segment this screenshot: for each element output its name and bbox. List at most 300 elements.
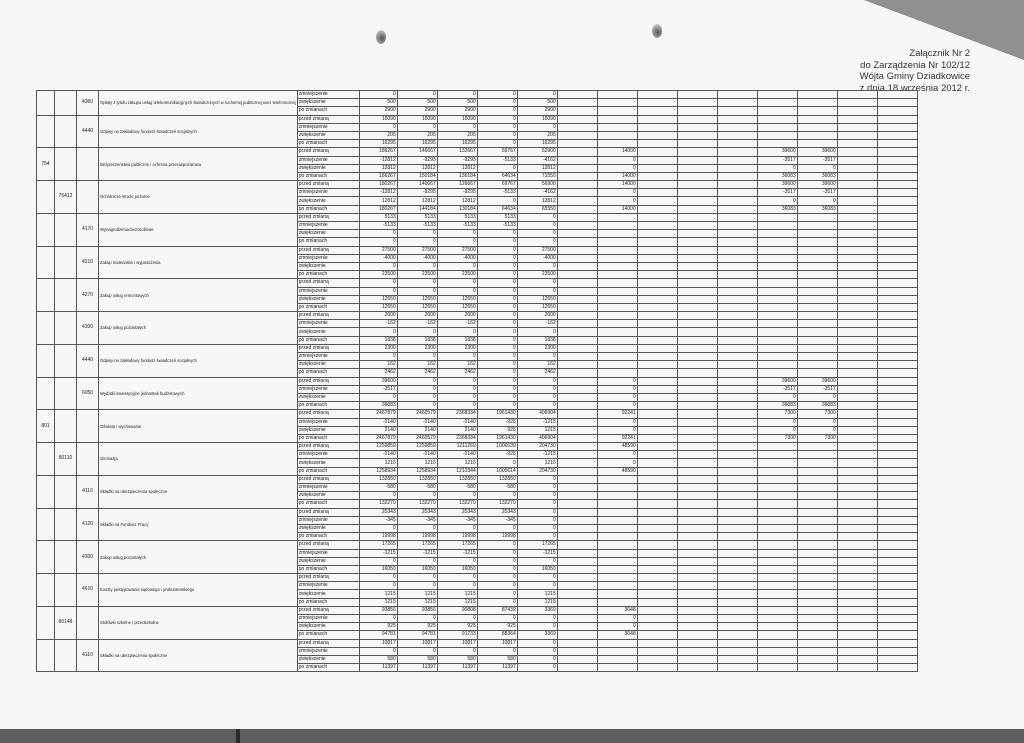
value-cell: -4162	[517, 189, 557, 197]
value-cell	[557, 664, 597, 672]
value-cell: 39600	[757, 377, 797, 385]
value-cell: 500	[437, 99, 477, 107]
value-cell	[717, 402, 757, 410]
value-cell	[637, 303, 677, 311]
value-cell	[877, 524, 917, 532]
value-cell	[557, 123, 597, 131]
value-cell	[637, 377, 677, 385]
value-cell: 0	[437, 279, 477, 287]
value-cell	[837, 377, 877, 385]
value-cell	[597, 557, 637, 565]
value-cell: 0	[437, 230, 477, 238]
row-label: po zmianach	[297, 467, 359, 475]
value-cell	[717, 565, 757, 573]
scanner-edge	[0, 729, 1024, 743]
value-cell	[717, 377, 757, 385]
value-cell	[677, 303, 717, 311]
value-cell: -12812	[359, 189, 397, 197]
row-label: po zmianach	[297, 598, 359, 606]
value-cell: 0	[477, 230, 517, 238]
value-cell	[757, 254, 797, 262]
value-cell: -580	[477, 484, 517, 492]
value-cell: 2000	[517, 312, 557, 320]
value-cell: 12812	[437, 164, 477, 172]
value-cell	[797, 524, 837, 532]
value-cell: 2462	[517, 369, 557, 377]
value-cell	[637, 189, 677, 197]
value-cell	[557, 197, 597, 205]
value-cell	[757, 475, 797, 483]
value-cell	[797, 123, 837, 131]
table-row	[37, 148, 918, 156]
value-cell	[837, 606, 877, 614]
value-cell: -3517	[757, 189, 797, 197]
value-cell	[877, 533, 917, 541]
value-cell	[597, 262, 637, 270]
attachment-header	[840, 48, 970, 94]
value-cell: -580	[437, 484, 477, 492]
value-cell	[597, 590, 637, 598]
row-label: przed zmianą	[297, 148, 359, 156]
value-cell	[677, 533, 717, 541]
value-cell	[757, 91, 797, 99]
value-cell	[877, 500, 917, 508]
value-cell: 1215	[517, 426, 557, 434]
value-cell	[797, 475, 837, 483]
value-cell	[597, 254, 637, 262]
value-cell	[717, 246, 757, 254]
value-cell: -4000	[397, 254, 437, 262]
paragraph-code	[77, 410, 99, 443]
value-cell: 0	[477, 377, 517, 385]
paragraph-code: 4440	[77, 115, 99, 148]
chapter-code: 80148	[55, 606, 77, 639]
value-cell: 0	[477, 99, 517, 107]
value-cell: 0	[397, 647, 437, 655]
value-cell: 2140	[359, 426, 397, 434]
value-cell	[677, 353, 717, 361]
value-cell: -9295	[397, 156, 437, 164]
value-cell	[717, 361, 757, 369]
value-cell: -1215	[517, 451, 557, 459]
paragraph-code: 4120	[77, 508, 99, 541]
value-cell	[837, 418, 877, 426]
value-cell: 0	[517, 647, 557, 655]
chapter-code	[55, 541, 77, 574]
value-cell	[637, 172, 677, 180]
row-label: po zmianach	[297, 238, 359, 246]
value-cell: 0	[477, 197, 517, 205]
value-cell	[877, 492, 917, 500]
row-label: zwiększenie	[297, 623, 359, 631]
value-cell: 0	[477, 246, 517, 254]
value-cell: 925	[477, 623, 517, 631]
value-cell	[717, 295, 757, 303]
value-cell	[677, 492, 717, 500]
chapter-code	[55, 246, 77, 279]
value-cell	[677, 205, 717, 213]
value-cell	[597, 213, 637, 221]
value-cell	[837, 213, 877, 221]
order-number: do Zarządzenia Nr 102/12	[860, 59, 970, 71]
value-cell	[717, 336, 757, 344]
value-cell	[757, 213, 797, 221]
row-label: po zmianach	[297, 565, 359, 573]
value-cell	[637, 615, 677, 623]
value-cell: -4000	[517, 254, 557, 262]
value-cell	[877, 361, 917, 369]
value-cell	[837, 582, 877, 590]
value-cell: 0	[397, 574, 437, 582]
table-row	[37, 213, 918, 221]
value-cell	[637, 107, 677, 115]
value-cell	[757, 639, 797, 647]
value-cell	[717, 426, 757, 434]
value-cell	[757, 623, 797, 631]
value-cell	[717, 582, 757, 590]
value-cell	[677, 197, 717, 205]
row-label: zwiększenie	[297, 131, 359, 139]
value-cell: 65550	[517, 205, 557, 213]
value-cell	[717, 287, 757, 295]
value-cell	[557, 484, 597, 492]
value-cell: -2140	[397, 418, 437, 426]
value-cell	[637, 500, 677, 508]
value-cell: -3517	[797, 189, 837, 197]
value-cell	[637, 328, 677, 336]
value-cell: 0	[397, 287, 437, 295]
value-cell	[637, 590, 677, 598]
value-cell	[717, 181, 757, 189]
value-cell	[597, 516, 637, 524]
value-cell: 0	[477, 295, 517, 303]
value-cell	[597, 303, 637, 311]
value-cell: 2140	[397, 426, 437, 434]
section-code	[37, 639, 55, 672]
row-label: przed zmianą	[297, 181, 359, 189]
value-cell	[597, 271, 637, 279]
chapter-code	[55, 148, 77, 181]
value-cell: 162	[397, 361, 437, 369]
value-cell	[637, 557, 677, 565]
section-code	[37, 213, 55, 246]
value-cell: 16090	[359, 115, 397, 123]
value-cell	[557, 213, 597, 221]
value-cell: 11397	[477, 664, 517, 672]
value-cell	[717, 131, 757, 139]
row-label: przed zmianą	[297, 410, 359, 418]
value-cell	[837, 443, 877, 451]
value-cell: 19998	[397, 533, 437, 541]
value-cell: 71550	[517, 172, 557, 180]
value-cell	[717, 508, 757, 516]
value-cell: 925	[397, 623, 437, 631]
row-label: zwiększenie	[297, 295, 359, 303]
binder-spine	[236, 729, 240, 743]
value-cell	[877, 238, 917, 246]
section-code	[37, 508, 55, 541]
value-cell	[597, 312, 637, 320]
value-cell	[877, 353, 917, 361]
value-cell	[597, 655, 637, 663]
value-cell	[637, 246, 677, 254]
value-cell	[837, 164, 877, 172]
order-date: z dnia 18 września 2012 r.	[859, 82, 970, 94]
value-cell	[797, 451, 837, 459]
value-cell: 16050	[517, 565, 557, 573]
paragraph-code	[77, 181, 99, 214]
value-cell: 0	[517, 402, 557, 410]
row-label: zmniejszenie	[297, 549, 359, 557]
table-row	[37, 344, 918, 352]
value-cell	[597, 549, 637, 557]
value-cell: 0	[517, 377, 557, 385]
value-cell	[717, 279, 757, 287]
value-cell	[557, 320, 597, 328]
value-cell: 87439	[477, 606, 517, 614]
value-cell	[757, 287, 797, 295]
value-cell	[597, 484, 637, 492]
value-cell: 162	[359, 361, 397, 369]
value-cell	[557, 639, 597, 647]
value-cell	[757, 238, 797, 246]
value-cell: 0	[517, 508, 557, 516]
value-cell: 16050	[437, 565, 477, 573]
value-cell	[757, 615, 797, 623]
value-cell: 0	[397, 91, 437, 99]
row-label: przed zmianą	[297, 475, 359, 483]
value-cell	[717, 606, 757, 614]
value-cell: 27500	[397, 246, 437, 254]
value-cell	[837, 353, 877, 361]
value-cell	[677, 516, 717, 524]
value-cell: 36083	[797, 402, 837, 410]
value-cell: 0	[477, 369, 517, 377]
value-cell: -4000	[359, 254, 397, 262]
value-cell	[677, 639, 717, 647]
value-cell	[717, 467, 757, 475]
value-cell: 23500	[437, 271, 477, 279]
value-cell: 132667	[437, 148, 477, 156]
value-cell: 500	[359, 99, 397, 107]
row-label: przed zmianą	[297, 115, 359, 123]
value-cell	[677, 582, 717, 590]
value-cell: 0	[757, 197, 797, 205]
table-row	[37, 181, 918, 189]
value-cell: 0	[477, 647, 517, 655]
value-cell	[797, 459, 837, 467]
value-cell: 0	[597, 402, 637, 410]
section-code	[37, 541, 55, 574]
value-cell: 0	[597, 164, 637, 172]
value-cell: 0	[437, 377, 477, 385]
value-cell	[837, 189, 877, 197]
value-cell	[797, 369, 837, 377]
value-cell	[717, 418, 757, 426]
value-cell: -345	[437, 516, 477, 524]
value-cell	[637, 565, 677, 573]
value-cell: 0	[397, 402, 437, 410]
value-cell	[557, 230, 597, 238]
value-cell	[677, 99, 717, 107]
paragraph-code: 4170	[77, 213, 99, 246]
value-cell	[797, 279, 837, 287]
chapter-code	[55, 475, 77, 508]
value-cell	[557, 303, 597, 311]
value-cell: 64634	[477, 205, 517, 213]
row-label: po zmianach	[297, 172, 359, 180]
value-cell: -9295	[437, 156, 477, 164]
item-name: Wynagrodzenia bezosobowe	[99, 213, 298, 246]
value-cell: 17265	[397, 541, 437, 549]
value-cell: -162	[517, 320, 557, 328]
row-label: zwiększenie	[297, 230, 359, 238]
chapter-code	[55, 312, 77, 345]
value-cell: -5133	[477, 156, 517, 164]
value-cell	[637, 508, 677, 516]
value-cell	[637, 156, 677, 164]
value-cell: 0	[597, 156, 637, 164]
value-cell	[837, 385, 877, 393]
row-label: przed zmianą	[297, 574, 359, 582]
value-cell	[557, 516, 597, 524]
section-code	[37, 181, 55, 214]
value-cell	[757, 451, 797, 459]
value-cell	[877, 418, 917, 426]
value-cell: 20343	[397, 508, 437, 516]
value-cell: 1005614	[477, 467, 517, 475]
value-cell	[717, 524, 757, 532]
value-cell	[557, 312, 597, 320]
chapter-code	[55, 574, 77, 607]
value-cell	[757, 541, 797, 549]
value-cell	[797, 655, 837, 663]
value-cell: 0	[517, 393, 557, 401]
value-cell: -1215	[517, 418, 557, 426]
value-cell	[717, 549, 757, 557]
value-cell	[717, 140, 757, 148]
value-cell	[557, 336, 597, 344]
value-cell: 12812	[359, 197, 397, 205]
value-cell: 0	[477, 91, 517, 99]
value-cell: 0	[597, 459, 637, 467]
value-cell	[677, 655, 717, 663]
value-cell	[797, 533, 837, 541]
value-cell	[637, 312, 677, 320]
value-cell: 1215	[397, 459, 437, 467]
value-cell	[757, 344, 797, 352]
value-cell	[757, 99, 797, 107]
chapter-code	[55, 639, 77, 672]
row-label: zwiększenie	[297, 164, 359, 172]
value-cell	[597, 353, 637, 361]
value-cell	[797, 91, 837, 99]
value-cell: 19998	[437, 533, 477, 541]
value-cell: -2140	[359, 418, 397, 426]
value-cell: 0	[517, 279, 557, 287]
value-cell	[677, 107, 717, 115]
value-cell: 5133	[437, 213, 477, 221]
value-cell	[557, 549, 597, 557]
value-cell	[717, 172, 757, 180]
value-cell	[757, 279, 797, 287]
value-cell	[677, 615, 717, 623]
value-cell	[557, 426, 597, 434]
value-cell	[837, 140, 877, 148]
value-cell	[877, 508, 917, 516]
value-cell: 2000	[359, 312, 397, 320]
row-label: zwiększenie	[297, 459, 359, 467]
value-cell	[557, 565, 597, 573]
value-cell: 93856	[359, 606, 397, 614]
value-cell	[717, 557, 757, 565]
value-cell: 2368334	[437, 434, 477, 442]
row-label: zwiększenie	[297, 197, 359, 205]
row-label: przed zmianą	[297, 606, 359, 614]
value-cell: 1215	[359, 590, 397, 598]
table-row	[37, 279, 918, 287]
value-cell	[677, 320, 717, 328]
value-cell: 0	[477, 582, 517, 590]
value-cell: 2462	[437, 369, 477, 377]
value-cell	[837, 131, 877, 139]
value-cell	[677, 189, 717, 197]
value-cell	[797, 541, 837, 549]
value-cell	[797, 361, 837, 369]
table-row	[37, 508, 918, 516]
value-cell	[837, 279, 877, 287]
value-cell	[757, 361, 797, 369]
value-cell	[677, 295, 717, 303]
value-cell	[837, 271, 877, 279]
table-row	[37, 312, 918, 320]
value-cell	[757, 222, 797, 230]
table-row	[37, 475, 918, 483]
row-label: zmniejszenie	[297, 156, 359, 164]
value-cell	[597, 361, 637, 369]
section-code	[37, 475, 55, 508]
value-cell: 62900	[517, 148, 557, 156]
row-label: zmniejszenie	[297, 189, 359, 197]
value-cell: 1258934	[397, 467, 437, 475]
value-cell	[717, 328, 757, 336]
value-cell	[677, 377, 717, 385]
value-cell: 1215	[437, 598, 477, 606]
value-cell	[797, 353, 837, 361]
value-cell: 14000	[597, 205, 637, 213]
value-cell	[757, 500, 797, 508]
value-cell	[797, 623, 837, 631]
value-cell: 0	[477, 140, 517, 148]
value-cell	[717, 344, 757, 352]
value-cell: 146667	[397, 148, 437, 156]
value-cell	[637, 205, 677, 213]
value-cell	[557, 156, 597, 164]
item-name: Składki na ubezpieczenia społeczne	[99, 475, 298, 508]
value-cell: 0	[359, 328, 397, 336]
value-cell	[797, 508, 837, 516]
item-name: Oświata i wychowanie	[99, 410, 298, 443]
value-cell	[677, 172, 717, 180]
value-cell: 0	[597, 623, 637, 631]
value-cell	[637, 443, 677, 451]
value-cell	[797, 598, 837, 606]
value-cell	[877, 475, 917, 483]
value-cell: 17265	[437, 541, 477, 549]
value-cell: 0	[597, 393, 637, 401]
value-cell: 0	[517, 222, 557, 230]
value-cell	[757, 303, 797, 311]
